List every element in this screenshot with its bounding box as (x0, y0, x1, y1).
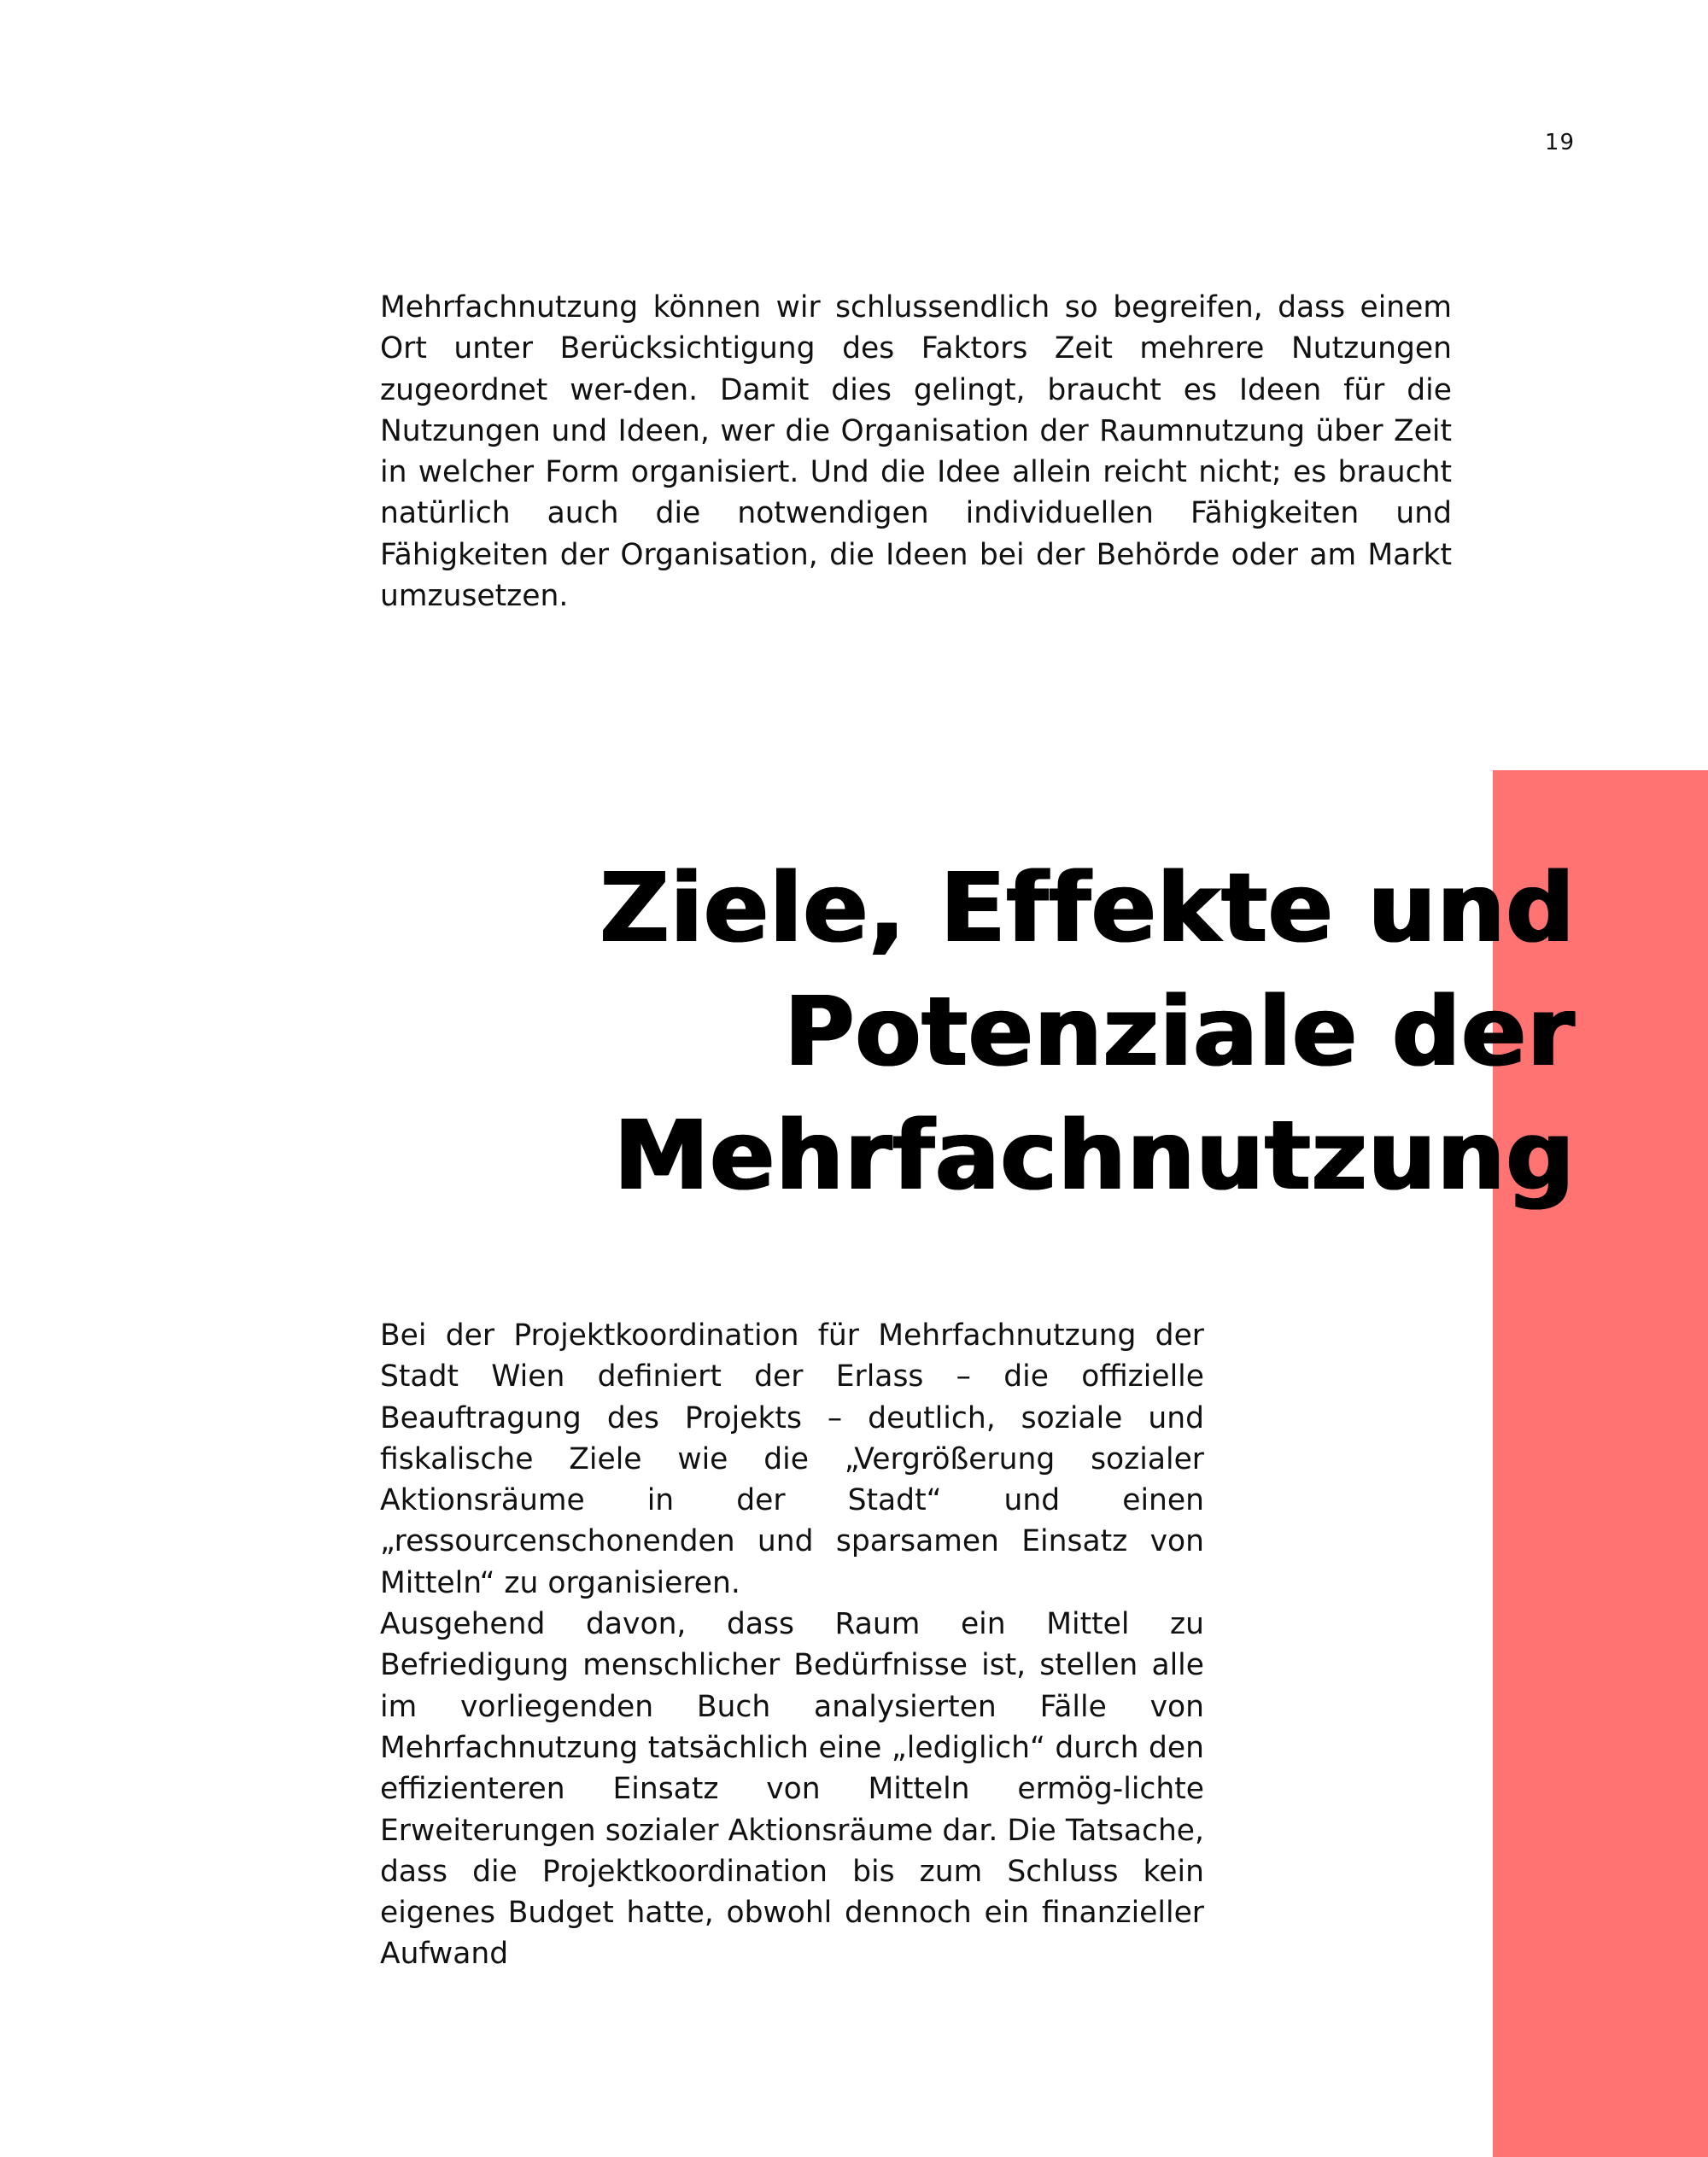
section-heading (465, 847, 1575, 1219)
intro-text-block (380, 287, 1452, 617)
heading-line-1: Ziele, Effekte und (600, 853, 1575, 964)
body-paragraph-1: Bei der Projektkoordination für Mehrfachnutzung der Stadt Wien definiert der Erlass – die offizielle Beauftragung des Projekts – deutlich, soziale und fiskalische Ziele wie die „Vergrößerung sozialer Aktionsräume in der Stadt“ und einen „ressourcenschonenden und sparsamen Einsatz von Mitteln“ zu organisieren. (380, 1318, 1204, 1600)
body-text-block (380, 1315, 1204, 1975)
heading-line-2: Potenziale der (783, 977, 1575, 1088)
intro-paragraph: Mehrfachnutzung können wir schlussendlich so begreifen, dass einem Ort unter Berücksichtigung des Faktors Zeit mehrere Nutzungen zugeordnet wer-den. Damit dies gelingt, braucht es Ideen für die Nutzungen und Ideen, wer die Organisation der Raumnutzung über Zeit in welcher Form organisiert. Und die Idee allein reicht nicht; es braucht natürlich auch die notwendigen individuellen Fähigkeiten und Fähigkeiten der Organisation, die Ideen bei der Behörde oder am Markt umzusetzen. (380, 290, 1452, 614)
page-number: 19 (1544, 130, 1575, 155)
body-paragraph-2: Ausgehend davon, dass Raum ein Mittel zu Befriedigung menschlicher Bedürfnisse ist, stellen alle im vorliegenden Buch analysierten Fälle von Mehrfachnutzung tatsächlich eine „lediglich“ durch den effizienteren Einsatz von Mitteln ermög-lichte Erweiterungen sozialer Aktionsräume dar. Die Tatsache, dass die Projektkoordination bis zum Schluss kein eigenes Budget hatte, obwohl dennoch ein finanzieller Aufwand (380, 1607, 1204, 1972)
heading-line-3: Mehrfachnutzung (613, 1101, 1575, 1212)
